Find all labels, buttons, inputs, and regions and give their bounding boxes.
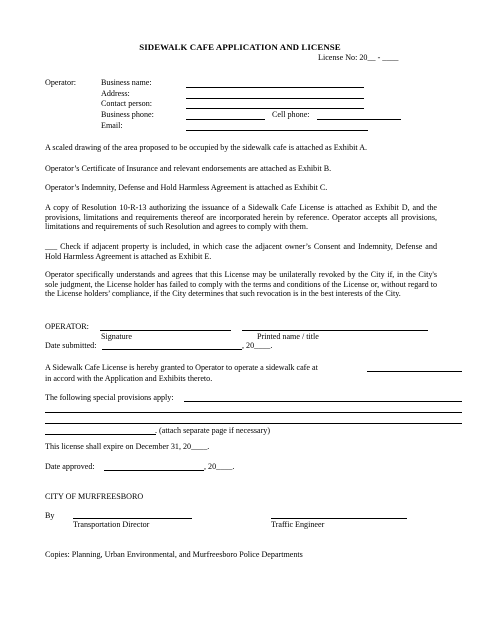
engineer-signature-line[interactable]	[271, 518, 407, 519]
special-provisions-line-3[interactable]	[45, 423, 462, 424]
address-label: Address:	[101, 89, 130, 98]
by-label: By	[45, 511, 55, 520]
exhibit-e-text: ___ Check if adjacent property is included, in which case the adjacent owner’s Consent and Indemnity, Defense and Hold Harmless Agreement is attached as Exhibit E.	[45, 242, 437, 261]
grant-text-continued: in accord with the Application and Exhibits thereto.	[45, 374, 213, 383]
signature-caption: Signature	[101, 332, 133, 341]
contact-person-field[interactable]	[186, 108, 364, 109]
business-name-label: Business name:	[101, 78, 152, 87]
license-number: License No: 20__ - ____	[318, 53, 399, 62]
date-submitted-field[interactable]	[102, 349, 242, 350]
special-provisions-line-1[interactable]	[184, 401, 462, 402]
date-approved-label: Date approved:	[45, 462, 95, 471]
copies-text: Copies: Planning, Urban Environmental, and Murfreesboro Police Departments	[45, 550, 303, 559]
exhibit-c-text: Operator’s Indemnity, Defense and Hold Harmless Agreement is attached as Exhibit C.	[45, 183, 328, 192]
operator-label: Operator:	[45, 78, 77, 87]
traffic-engineer-caption: Traffic Engineer	[271, 520, 325, 529]
special-provisions-line-2[interactable]	[45, 412, 462, 413]
exhibit-d-text: A copy of Resolution 10-R-13 authorizing the issuance of a Sidewalk Cafe License is attached as Exhibit D, and the provisions, limitations and requirements thereof are incorporated herein by reference. Operator accepts all provisions, limitations and requirements of such Resolution and agrees to comply with them.	[45, 203, 437, 232]
printed-name-caption: Printed name / title	[257, 332, 319, 341]
date-submitted-year: , 20____.	[242, 341, 273, 350]
address-field[interactable]	[186, 98, 364, 99]
special-provisions-line-4[interactable]	[45, 434, 156, 435]
business-phone-label: Business phone:	[101, 110, 154, 119]
business-phone-field[interactable]	[186, 119, 265, 120]
director-signature-line[interactable]	[73, 518, 192, 519]
document-title: SIDEWALK CAFE APPLICATION AND LICENSE	[139, 42, 341, 52]
cell-phone-field[interactable]	[317, 119, 401, 120]
date-approved-field[interactable]	[104, 470, 204, 471]
transportation-director-caption: Transportation Director	[73, 520, 150, 529]
date-approved-year: , 20____.	[204, 462, 235, 471]
grant-text: A Sidewalk Cafe License is hereby granted to Operator to operate a sidewalk cafe at	[45, 363, 318, 372]
date-submitted-label: Date submitted:	[45, 341, 97, 350]
email-field[interactable]	[186, 130, 368, 131]
city-name: CITY OF MURFREESBORO	[45, 492, 144, 501]
printed-name-line[interactable]	[242, 330, 428, 331]
revocation-text: Operator specifically understands and agrees that this License may be unilaterally revoked by the City if, in the City's sole judgment, the License holder has failed to comply with the terms and conditions of the License or, without regard to the License holders’ compliance, if the City determines that such revocation is in the best interests of the City.	[45, 270, 437, 299]
exhibit-a-text: A scaled drawing of the area proposed to be occupied by the sidewalk cafe is attached as Exhibit A.	[45, 143, 368, 152]
cafe-location-field[interactable]	[367, 371, 462, 372]
email-label: Email:	[101, 121, 123, 130]
special-provisions-label: The following special provisions apply:	[45, 393, 174, 402]
exhibit-b-text: Operator’s Certificate of Insurance and relevant endorsements are attached as Exhibit B.	[45, 164, 332, 173]
signature-line[interactable]	[100, 330, 231, 331]
expiry-text: This license shall expire on December 31, 20____.	[45, 442, 210, 451]
operator-signature-label: OPERATOR:	[45, 322, 89, 331]
cell-phone-label: Cell phone:	[272, 110, 310, 119]
special-provisions-note: . (attach separate page if necessary)	[155, 426, 271, 435]
contact-person-label: Contact person:	[101, 99, 153, 108]
business-name-field[interactable]	[186, 87, 364, 88]
